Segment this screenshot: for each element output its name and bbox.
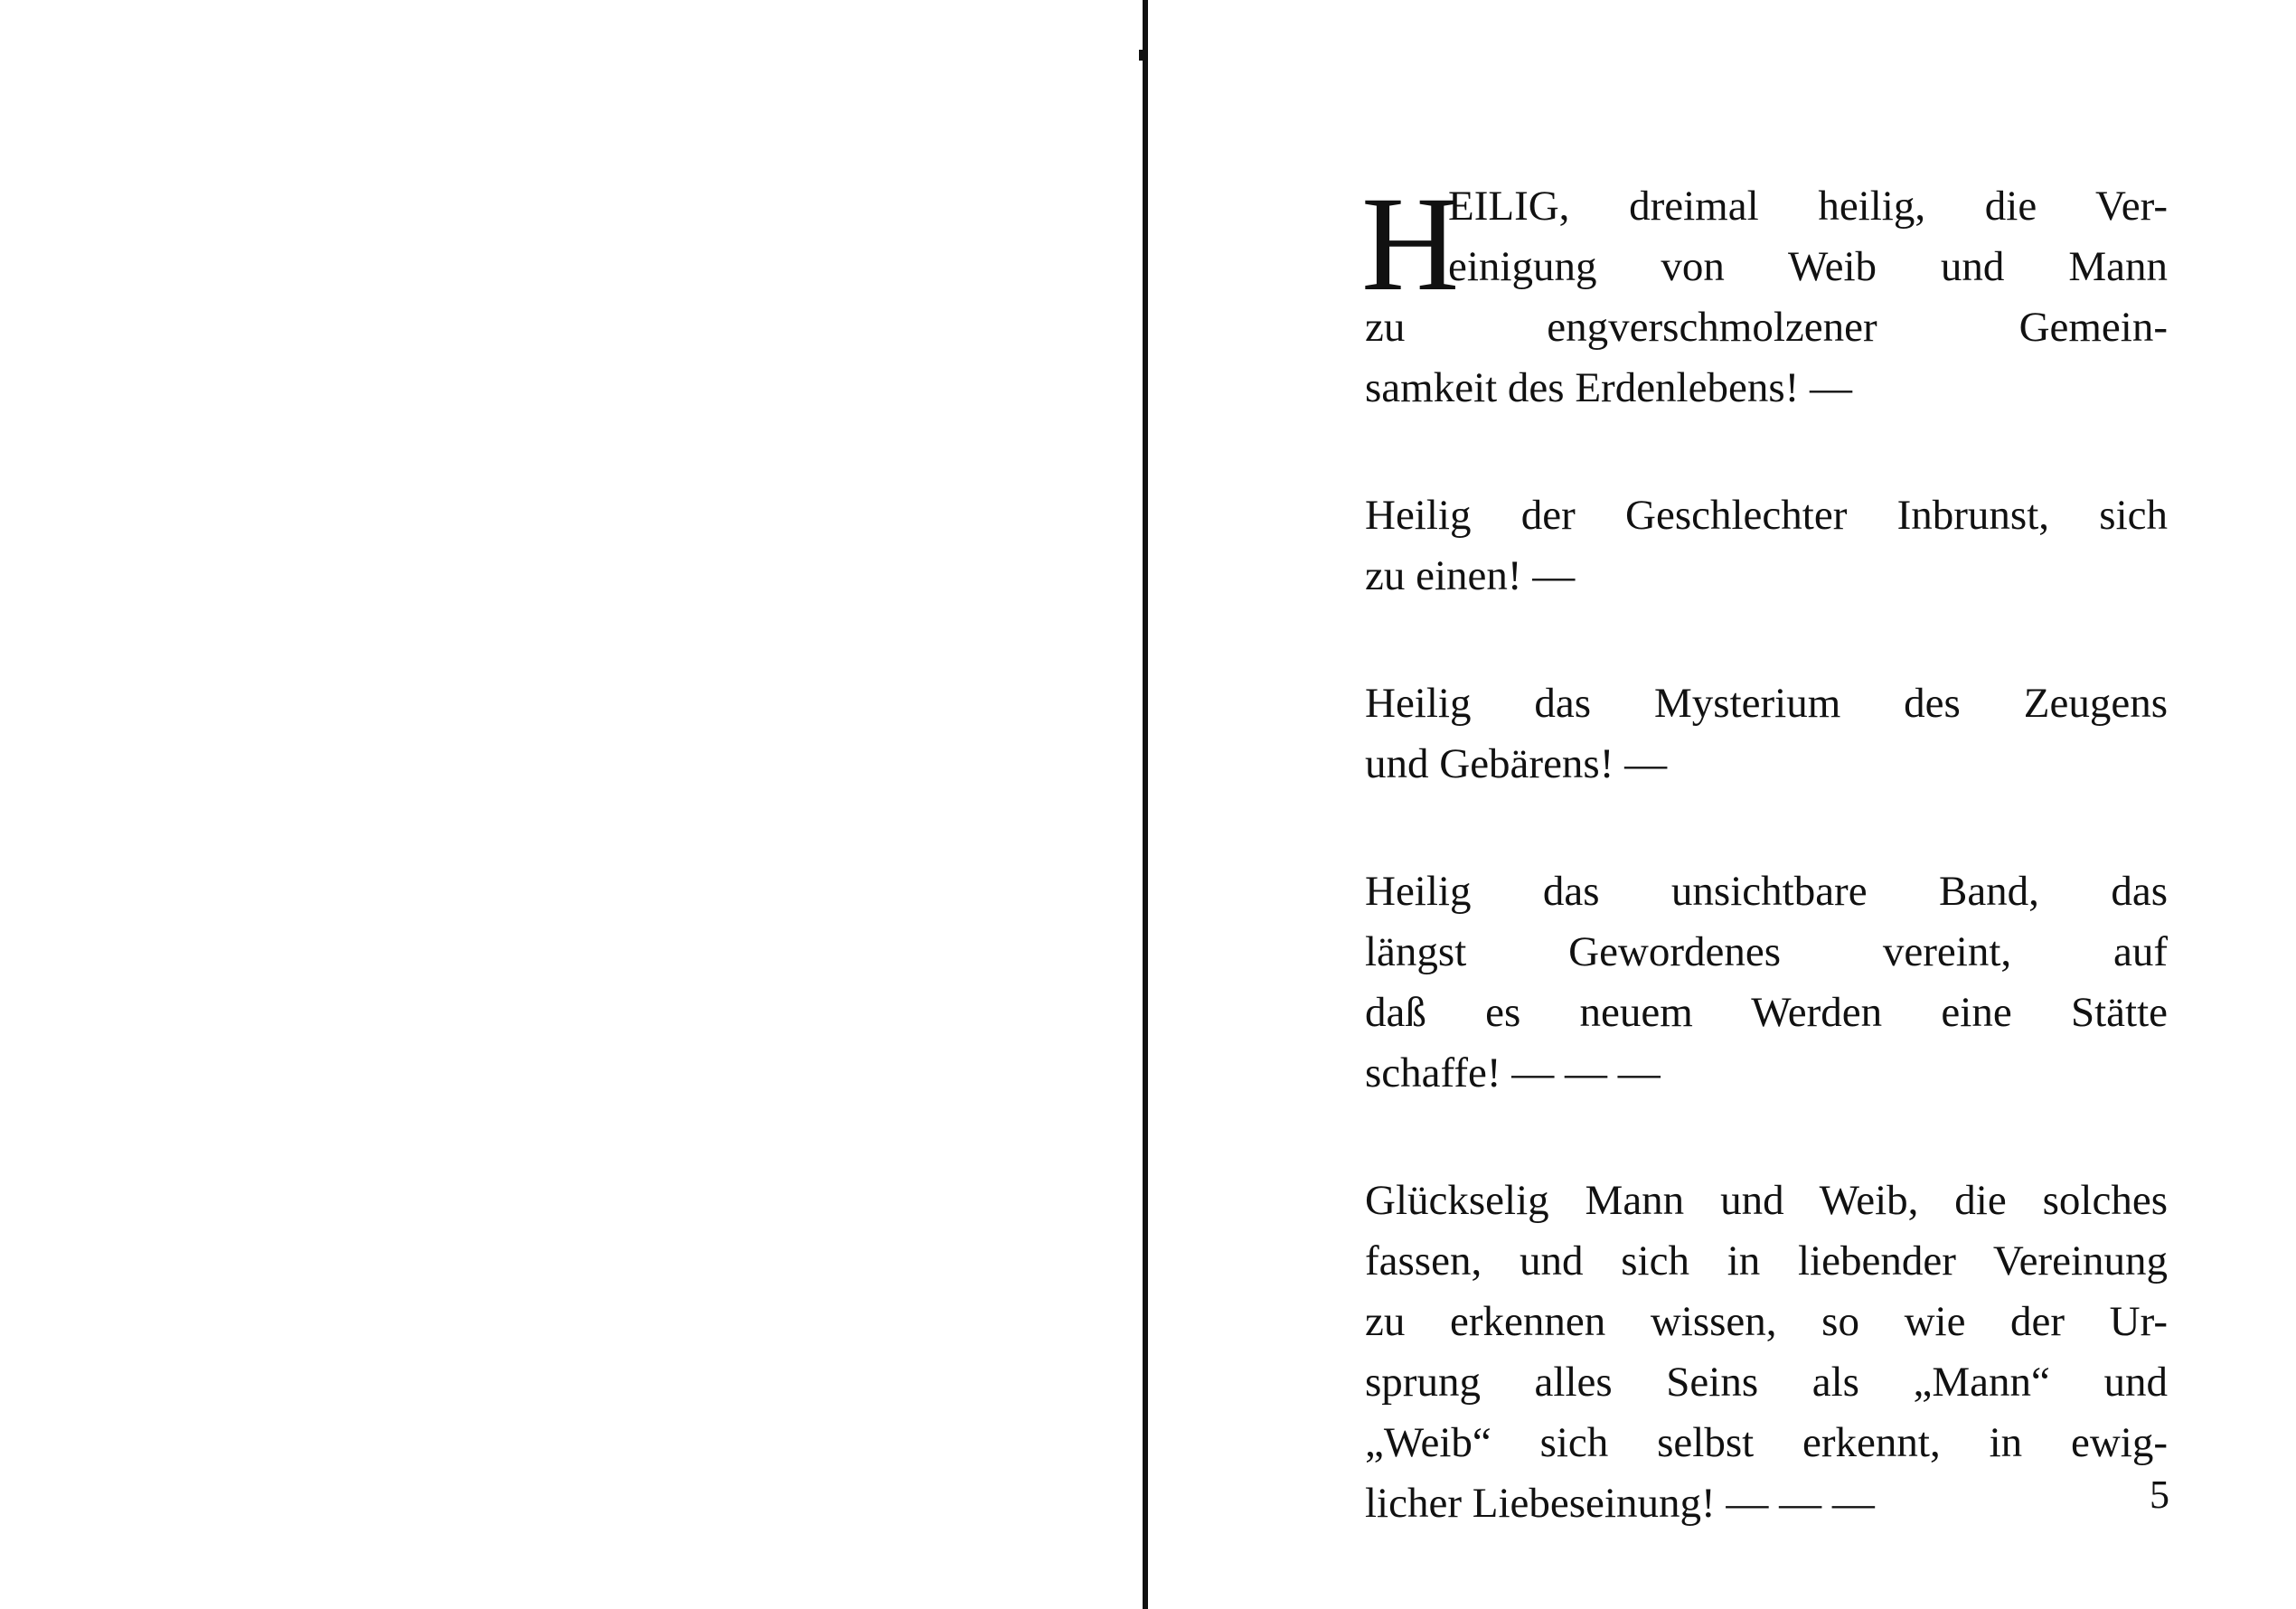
book-gutter xyxy=(1143,0,1148,1609)
text-line: einigung von Weib und Mann xyxy=(1448,243,2168,290)
right-page-text xyxy=(1361,169,2168,1601)
text-line: zu engverschmolzener Gemein- xyxy=(1365,304,2168,351)
paragraph-2 xyxy=(1365,485,2168,607)
text-line: EILIG, dreimal heilig, die Ver- xyxy=(1448,183,2168,230)
text-line: längst Gewordenes vereint, auf xyxy=(1365,928,2168,975)
text-line: daß es neuem Werden eine Stätte xyxy=(1365,989,2168,1036)
text-line: fassen, und sich in liebender Vereinung xyxy=(1365,1237,2168,1284)
text-line: licher Liebeseinung! — — — xyxy=(1365,1480,1875,1527)
gutter-mark xyxy=(1139,50,1143,61)
drop-cap: H xyxy=(1361,169,1460,319)
paragraph-4 xyxy=(1365,861,2168,1104)
paragraph-3 xyxy=(1365,673,2168,795)
page-number: 5 xyxy=(2150,1473,2169,1517)
text-line: Heilig das unsichtbare Band, das xyxy=(1365,868,2168,915)
text-line: Glückselig Mann und Weib, die solches xyxy=(1365,1177,2168,1224)
text-line: „Weib“ sich selbst erkennt, in ewig- xyxy=(1365,1419,2168,1466)
text-line: Heilig das Mysterium des Zeugens xyxy=(1365,680,2168,727)
text-line: schaffe! — — — xyxy=(1365,1049,1661,1096)
text-line: sprung alles Seins als „Mann“ und xyxy=(1365,1359,2168,1406)
text-line: samkeit des Erdenlebens! — xyxy=(1365,364,1853,411)
text-line: zu einen! — xyxy=(1365,552,1576,599)
text-line: Heilig der Geschlechter Inbrunst, sich xyxy=(1365,492,2168,539)
text-line: und Gebärens! — xyxy=(1365,740,1668,787)
paragraph-5 xyxy=(1365,1171,2168,1534)
paragraph-1 xyxy=(1365,176,2168,419)
text-line: zu erkennen wissen, so wie der Ur- xyxy=(1365,1298,2168,1345)
